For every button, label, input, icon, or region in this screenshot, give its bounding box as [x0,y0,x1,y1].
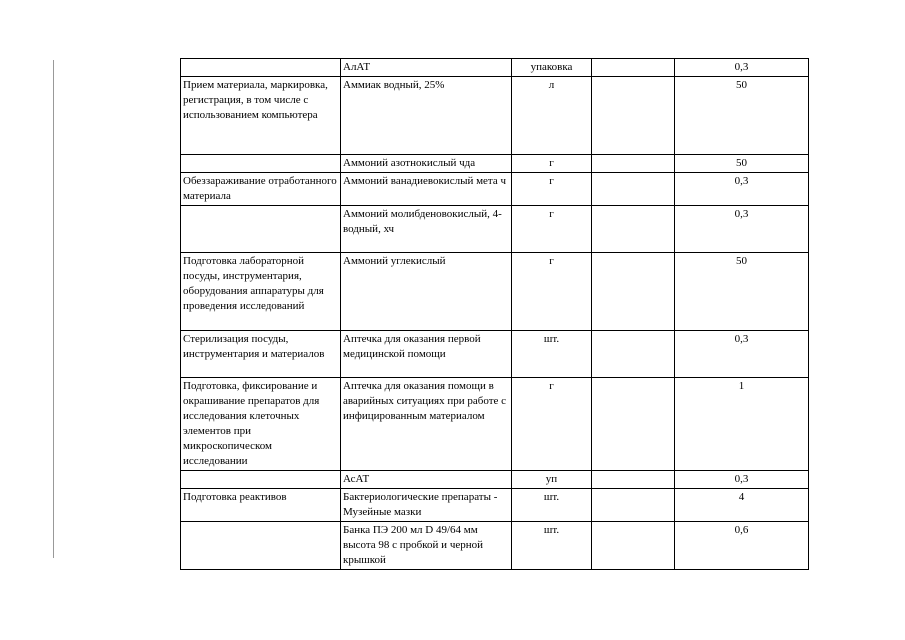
table-row [181,253,809,331]
table-row [181,155,809,173]
unit-cell: г [512,173,592,206]
unit-cell: шт. [512,489,592,522]
material-cell: Аммоний углекислый [341,253,512,331]
material-cell: Аптечка для оказания первой медицинской помощи [341,331,512,378]
material-cell: Аммоний молибденовокислый, 4-водный, хч [341,206,512,253]
process-cell: Стерилизация посуды, инструментария и материалов [181,331,341,378]
page-margin-line [53,60,54,558]
material-cell: Аптечка для оказания помощи в аварийных ситуациях при работе с инфицированным материалом [341,378,512,471]
table-row [181,489,809,522]
process-cell: Подготовка реактивов [181,489,341,522]
process-cell: Подготовка лабораторной посуды, инструментария, оборудования аппаратуры для проведения исследований [181,253,341,331]
process-cell: Обеззараживание отработанного материала [181,173,341,206]
material-cell: Аммоний азотнокислый чда [341,155,512,173]
quantity-cell: 50 [675,253,809,331]
table-row [181,378,809,471]
quantity-cell: 1 [675,378,809,471]
process-cell [181,522,341,570]
table-row [181,173,809,206]
empty-cell [592,253,675,331]
empty-cell [592,331,675,378]
table-row [181,59,809,77]
process-cell [181,59,341,77]
unit-cell: г [512,253,592,331]
unit-cell: шт. [512,331,592,378]
material-cell: АсАТ [341,471,512,489]
quantity-cell: 50 [675,77,809,155]
empty-cell [592,173,675,206]
empty-cell [592,59,675,77]
quantity-cell: 4 [675,489,809,522]
process-cell: Прием материала, маркировка, регистрация, в том числе с использованием компьютера [181,77,341,155]
unit-cell: уп [512,471,592,489]
empty-cell [592,522,675,570]
unit-cell: г [512,155,592,173]
empty-cell [592,206,675,253]
process-cell [181,155,341,173]
quantity-cell: 0,3 [675,173,809,206]
unit-cell: упаковка [512,59,592,77]
table-row [181,471,809,489]
table-row [181,77,809,155]
quantity-cell: 50 [675,155,809,173]
table-row [181,206,809,253]
table-row [181,522,809,570]
quantity-cell: 0,3 [675,331,809,378]
empty-cell [592,471,675,489]
quantity-cell: 0,3 [675,59,809,77]
quantity-cell: 0,6 [675,522,809,570]
quantity-cell: 0,3 [675,206,809,253]
process-cell [181,471,341,489]
unit-cell: шт. [512,522,592,570]
materials-table [180,58,809,570]
material-cell: Банка ПЭ 200 мл D 49/64 мм высота 98 с пробкой и черной крышкой [341,522,512,570]
material-cell: Аммиак водный, 25% [341,77,512,155]
unit-cell: г [512,206,592,253]
empty-cell [592,155,675,173]
material-cell: АлАТ [341,59,512,77]
unit-cell: г [512,378,592,471]
process-cell [181,206,341,253]
quantity-cell: 0,3 [675,471,809,489]
table-row [181,331,809,378]
empty-cell [592,378,675,471]
empty-cell [592,77,675,155]
unit-cell: л [512,77,592,155]
empty-cell [592,489,675,522]
process-cell: Подготовка, фиксирование и окрашивание препаратов для исследования клеточных элементов при микроскопическом исследовании [181,378,341,471]
material-cell: Аммоний ванадиевокислый мета ч [341,173,512,206]
material-cell: Бактериологические препараты - Музейные мазки [341,489,512,522]
